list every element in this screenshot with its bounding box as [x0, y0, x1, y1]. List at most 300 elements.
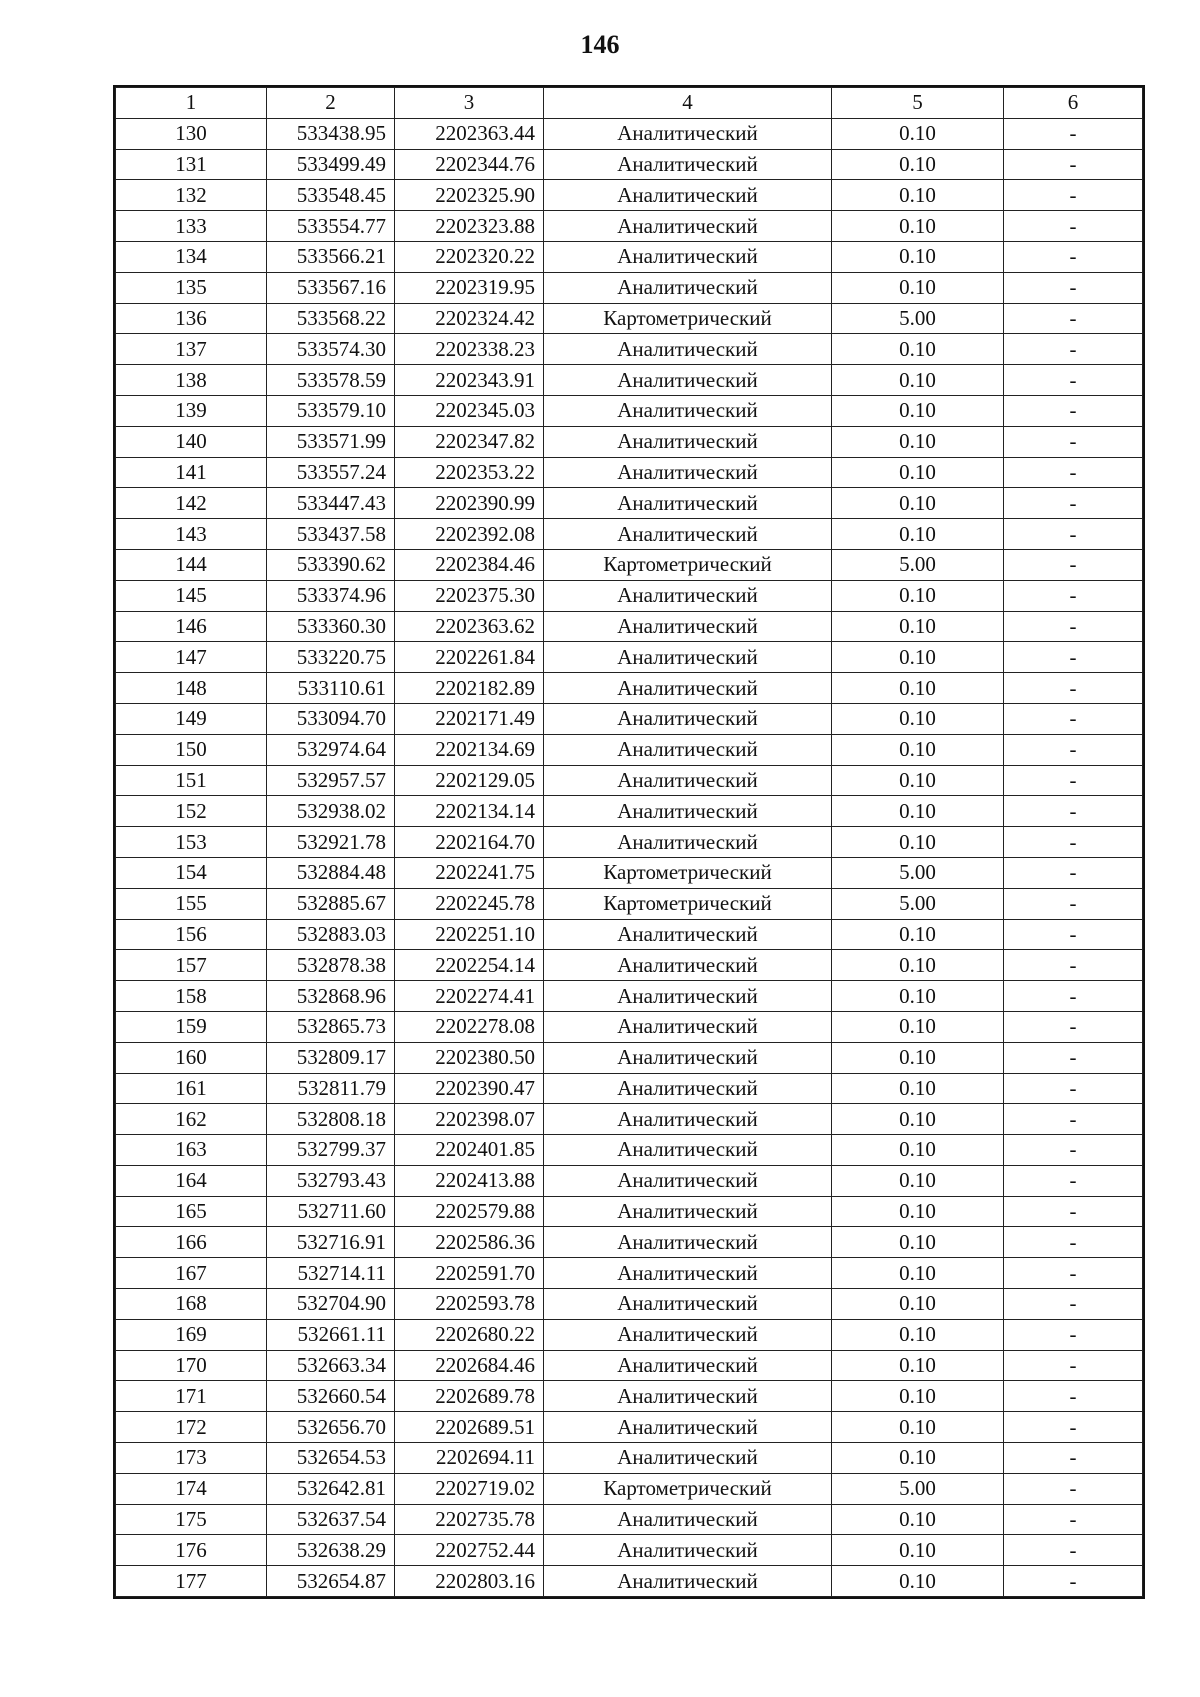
method-cell: Аналитический: [544, 673, 832, 704]
column-header: 5: [832, 88, 1004, 119]
x-coordinate-cell: 532974.64: [267, 734, 395, 765]
table-row: [116, 488, 1143, 519]
accuracy-cell: 0.10: [832, 1196, 1004, 1227]
point-number-cell: 170: [116, 1350, 267, 1381]
method-cell: Аналитический: [544, 950, 832, 981]
y-coordinate-cell: 2202413.88: [395, 1165, 544, 1196]
note-cell: -: [1004, 303, 1143, 334]
method-cell: Аналитический: [544, 919, 832, 950]
point-number-cell: 159: [116, 1011, 267, 1042]
y-coordinate-cell: 2202251.10: [395, 919, 544, 950]
accuracy-cell: 0.10: [832, 180, 1004, 211]
method-cell: Аналитический: [544, 611, 832, 642]
table-row: [116, 673, 1143, 704]
table-row: [116, 981, 1143, 1012]
method-cell: Аналитический: [544, 1504, 832, 1535]
x-coordinate-cell: 532661.11: [267, 1319, 395, 1350]
point-number-cell: 138: [116, 365, 267, 396]
point-number-cell: 143: [116, 519, 267, 550]
method-cell: Аналитический: [544, 1535, 832, 1566]
point-number-cell: 161: [116, 1073, 267, 1104]
point-number-cell: 174: [116, 1473, 267, 1504]
accuracy-cell: 0.10: [832, 1443, 1004, 1474]
x-coordinate-cell: 532808.18: [267, 1104, 395, 1135]
method-cell: Аналитический: [544, 1165, 832, 1196]
accuracy-cell: 5.00: [832, 303, 1004, 334]
x-coordinate-cell: 532638.29: [267, 1535, 395, 1566]
y-coordinate-cell: 2202380.50: [395, 1042, 544, 1073]
accuracy-cell: 0.10: [832, 1535, 1004, 1566]
point-number-cell: 137: [116, 334, 267, 365]
table-row: [116, 1412, 1143, 1443]
note-cell: -: [1004, 1566, 1143, 1597]
y-coordinate-cell: 2202593.78: [395, 1289, 544, 1320]
y-coordinate-cell: 2202343.91: [395, 365, 544, 396]
table-row: [116, 1566, 1143, 1597]
point-number-cell: 173: [116, 1443, 267, 1474]
x-coordinate-cell: 532878.38: [267, 950, 395, 981]
method-cell: Аналитический: [544, 118, 832, 149]
point-number-cell: 160: [116, 1042, 267, 1073]
point-number-cell: 131: [116, 149, 267, 180]
point-number-cell: 176: [116, 1535, 267, 1566]
method-cell: Аналитический: [544, 1104, 832, 1135]
method-cell: Аналитический: [544, 519, 832, 550]
accuracy-cell: 0.10: [832, 1412, 1004, 1443]
table-row: [116, 796, 1143, 827]
accuracy-cell: 0.10: [832, 211, 1004, 242]
table-row: [116, 1135, 1143, 1166]
point-number-cell: 136: [116, 303, 267, 334]
x-coordinate-cell: 533571.99: [267, 426, 395, 457]
y-coordinate-cell: 2202171.49: [395, 703, 544, 734]
y-coordinate-cell: 2202689.51: [395, 1412, 544, 1443]
method-cell: Аналитический: [544, 1566, 832, 1597]
accuracy-cell: 0.10: [832, 580, 1004, 611]
y-coordinate-cell: 2202684.46: [395, 1350, 544, 1381]
y-coordinate-cell: 2202345.03: [395, 395, 544, 426]
note-cell: -: [1004, 241, 1143, 272]
x-coordinate-cell: 533437.58: [267, 519, 395, 550]
note-cell: -: [1004, 1165, 1143, 1196]
note-cell: -: [1004, 1196, 1143, 1227]
point-number-cell: 154: [116, 857, 267, 888]
y-coordinate-cell: 2202323.88: [395, 211, 544, 242]
x-coordinate-cell: 533568.22: [267, 303, 395, 334]
y-coordinate-cell: 2202363.62: [395, 611, 544, 642]
x-coordinate-cell: 533554.77: [267, 211, 395, 242]
y-coordinate-cell: 2202129.05: [395, 765, 544, 796]
x-coordinate-cell: 533390.62: [267, 549, 395, 580]
table-row: [116, 118, 1143, 149]
point-number-cell: 142: [116, 488, 267, 519]
method-cell: Аналитический: [544, 734, 832, 765]
table-row: [116, 1350, 1143, 1381]
table-row: [116, 1165, 1143, 1196]
accuracy-cell: 0.10: [832, 1566, 1004, 1597]
accuracy-cell: 0.10: [832, 1350, 1004, 1381]
accuracy-cell: 0.10: [832, 827, 1004, 858]
accuracy-cell: 0.10: [832, 1504, 1004, 1535]
y-coordinate-cell: 2202278.08: [395, 1011, 544, 1042]
accuracy-cell: 0.10: [832, 1042, 1004, 1073]
y-coordinate-cell: 2202401.85: [395, 1135, 544, 1166]
x-coordinate-cell: 532660.54: [267, 1381, 395, 1412]
y-coordinate-cell: 2202274.41: [395, 981, 544, 1012]
note-cell: -: [1004, 1011, 1143, 1042]
point-number-cell: 163: [116, 1135, 267, 1166]
table-row: [116, 827, 1143, 858]
y-coordinate-cell: 2202735.78: [395, 1504, 544, 1535]
note-cell: -: [1004, 488, 1143, 519]
accuracy-cell: 0.10: [832, 1135, 1004, 1166]
x-coordinate-cell: 533447.43: [267, 488, 395, 519]
table-row: [116, 1258, 1143, 1289]
accuracy-cell: 0.10: [832, 1011, 1004, 1042]
x-coordinate-cell: 533566.21: [267, 241, 395, 272]
note-cell: -: [1004, 1535, 1143, 1566]
table-row: [116, 1443, 1143, 1474]
method-cell: Аналитический: [544, 765, 832, 796]
table-row: [116, 395, 1143, 426]
point-number-cell: 148: [116, 673, 267, 704]
table-header: [116, 88, 1143, 119]
method-cell: Аналитический: [544, 211, 832, 242]
accuracy-cell: 0.10: [832, 765, 1004, 796]
table-row: [116, 241, 1143, 272]
note-cell: -: [1004, 1258, 1143, 1289]
x-coordinate-cell: 533579.10: [267, 395, 395, 426]
table-row: [116, 1227, 1143, 1258]
method-cell: Аналитический: [544, 365, 832, 396]
y-coordinate-cell: 2202375.30: [395, 580, 544, 611]
x-coordinate-cell: 533578.59: [267, 365, 395, 396]
accuracy-cell: 5.00: [832, 1473, 1004, 1504]
y-coordinate-cell: 2202347.82: [395, 426, 544, 457]
accuracy-cell: 0.10: [832, 1319, 1004, 1350]
point-number-cell: 165: [116, 1196, 267, 1227]
point-number-cell: 130: [116, 118, 267, 149]
method-cell: Аналитический: [544, 241, 832, 272]
accuracy-cell: 5.00: [832, 549, 1004, 580]
note-cell: -: [1004, 765, 1143, 796]
table-row: [116, 149, 1143, 180]
table-body: [116, 118, 1143, 1596]
table-row: [116, 1196, 1143, 1227]
table-row: [116, 1042, 1143, 1073]
note-cell: -: [1004, 1135, 1143, 1166]
x-coordinate-cell: 533438.95: [267, 118, 395, 149]
y-coordinate-cell: 2202719.02: [395, 1473, 544, 1504]
point-number-cell: 140: [116, 426, 267, 457]
table-row: [116, 1535, 1143, 1566]
x-coordinate-cell: 532957.57: [267, 765, 395, 796]
y-coordinate-cell: 2202134.69: [395, 734, 544, 765]
accuracy-cell: 0.10: [832, 488, 1004, 519]
method-cell: Картометрический: [544, 549, 832, 580]
accuracy-cell: 0.10: [832, 241, 1004, 272]
x-coordinate-cell: 532938.02: [267, 796, 395, 827]
x-coordinate-cell: 533567.16: [267, 272, 395, 303]
note-cell: -: [1004, 365, 1143, 396]
y-coordinate-cell: 2202384.46: [395, 549, 544, 580]
table-row: [116, 1011, 1143, 1042]
table-row: [116, 272, 1143, 303]
method-cell: Аналитический: [544, 395, 832, 426]
note-cell: -: [1004, 426, 1143, 457]
accuracy-cell: 0.10: [832, 1381, 1004, 1412]
method-cell: Аналитический: [544, 488, 832, 519]
method-cell: Картометрический: [544, 888, 832, 919]
accuracy-cell: 0.10: [832, 1165, 1004, 1196]
y-coordinate-cell: 2202261.84: [395, 642, 544, 673]
point-number-cell: 155: [116, 888, 267, 919]
x-coordinate-cell: 532793.43: [267, 1165, 395, 1196]
point-number-cell: 162: [116, 1104, 267, 1135]
x-coordinate-cell: 532714.11: [267, 1258, 395, 1289]
y-coordinate-cell: 2202689.78: [395, 1381, 544, 1412]
y-coordinate-cell: 2202338.23: [395, 334, 544, 365]
method-cell: Аналитический: [544, 1073, 832, 1104]
table-row: [116, 703, 1143, 734]
y-coordinate-cell: 2202390.47: [395, 1073, 544, 1104]
method-cell: Аналитический: [544, 1196, 832, 1227]
table-row: [116, 334, 1143, 365]
y-coordinate-cell: 2202134.14: [395, 796, 544, 827]
y-coordinate-cell: 2202324.42: [395, 303, 544, 334]
accuracy-cell: 0.10: [832, 950, 1004, 981]
method-cell: Аналитический: [544, 827, 832, 858]
note-cell: -: [1004, 1381, 1143, 1412]
accuracy-cell: 0.10: [832, 519, 1004, 550]
note-cell: -: [1004, 180, 1143, 211]
accuracy-cell: 0.10: [832, 118, 1004, 149]
table-row: [116, 950, 1143, 981]
point-number-cell: 168: [116, 1289, 267, 1320]
method-cell: Аналитический: [544, 796, 832, 827]
table-row: [116, 1473, 1143, 1504]
table-row: [116, 549, 1143, 580]
column-header: 6: [1004, 88, 1143, 119]
accuracy-cell: 0.10: [832, 981, 1004, 1012]
table-row: [116, 365, 1143, 396]
table-row: [116, 1381, 1143, 1412]
method-cell: Аналитический: [544, 642, 832, 673]
accuracy-cell: 0.10: [832, 734, 1004, 765]
y-coordinate-cell: 2202320.22: [395, 241, 544, 272]
accuracy-cell: 0.10: [832, 149, 1004, 180]
accuracy-cell: 0.10: [832, 1289, 1004, 1320]
x-coordinate-cell: 532809.17: [267, 1042, 395, 1073]
accuracy-cell: 0.10: [832, 395, 1004, 426]
x-coordinate-cell: 532811.79: [267, 1073, 395, 1104]
note-cell: -: [1004, 1073, 1143, 1104]
x-coordinate-cell: 532704.90: [267, 1289, 395, 1320]
table-row: [116, 180, 1143, 211]
x-coordinate-cell: 532868.96: [267, 981, 395, 1012]
y-coordinate-cell: 2202579.88: [395, 1196, 544, 1227]
column-header: 2: [267, 88, 395, 119]
accuracy-cell: 0.10: [832, 642, 1004, 673]
column-header: 1: [116, 88, 267, 119]
point-number-cell: 150: [116, 734, 267, 765]
table-row: [116, 519, 1143, 550]
table-row: [116, 857, 1143, 888]
x-coordinate-cell: 533548.45: [267, 180, 395, 211]
note-cell: -: [1004, 1227, 1143, 1258]
accuracy-cell: 0.10: [832, 426, 1004, 457]
y-coordinate-cell: 2202363.44: [395, 118, 544, 149]
point-number-cell: 134: [116, 241, 267, 272]
accuracy-cell: 0.10: [832, 1104, 1004, 1135]
method-cell: Аналитический: [544, 272, 832, 303]
column-header: 4: [544, 88, 832, 119]
method-cell: Аналитический: [544, 1227, 832, 1258]
point-number-cell: 152: [116, 796, 267, 827]
table-row: [116, 1073, 1143, 1104]
note-cell: -: [1004, 580, 1143, 611]
method-cell: Аналитический: [544, 1289, 832, 1320]
method-cell: Аналитический: [544, 149, 832, 180]
note-cell: -: [1004, 827, 1143, 858]
y-coordinate-cell: 2202694.11: [395, 1443, 544, 1474]
method-cell: Аналитический: [544, 1443, 832, 1474]
table-row: [116, 1319, 1143, 1350]
accuracy-cell: 5.00: [832, 888, 1004, 919]
method-cell: Аналитический: [544, 703, 832, 734]
note-cell: -: [1004, 1412, 1143, 1443]
table-row: [116, 457, 1143, 488]
table-row: [116, 642, 1143, 673]
table-row: [116, 919, 1143, 950]
y-coordinate-cell: 2202586.36: [395, 1227, 544, 1258]
point-number-cell: 172: [116, 1412, 267, 1443]
table-row: [116, 1504, 1143, 1535]
header-row: [116, 88, 1143, 119]
page-number: 146: [580, 30, 620, 59]
method-cell: Аналитический: [544, 1042, 832, 1073]
x-coordinate-cell: 533574.30: [267, 334, 395, 365]
note-cell: -: [1004, 457, 1143, 488]
y-coordinate-cell: 2202254.14: [395, 950, 544, 981]
x-coordinate-cell: 532885.67: [267, 888, 395, 919]
method-cell: Аналитический: [544, 1258, 832, 1289]
point-number-cell: 139: [116, 395, 267, 426]
table-row: [116, 580, 1143, 611]
y-coordinate-cell: 2202164.70: [395, 827, 544, 858]
y-coordinate-cell: 2202182.89: [395, 673, 544, 704]
x-coordinate-cell: 533094.70: [267, 703, 395, 734]
accuracy-cell: 0.10: [832, 673, 1004, 704]
y-coordinate-cell: 2202752.44: [395, 1535, 544, 1566]
method-cell: Картометрический: [544, 1473, 832, 1504]
note-cell: -: [1004, 549, 1143, 580]
note-cell: -: [1004, 272, 1143, 303]
note-cell: -: [1004, 981, 1143, 1012]
x-coordinate-cell: 533110.61: [267, 673, 395, 704]
point-number-cell: 147: [116, 642, 267, 673]
point-number-cell: 144: [116, 549, 267, 580]
note-cell: -: [1004, 1443, 1143, 1474]
note-cell: -: [1004, 334, 1143, 365]
note-cell: -: [1004, 118, 1143, 149]
method-cell: Аналитический: [544, 1381, 832, 1412]
method-cell: Картометрический: [544, 303, 832, 334]
table-row: [116, 303, 1143, 334]
y-coordinate-cell: 2202680.22: [395, 1319, 544, 1350]
table-row: [116, 765, 1143, 796]
point-number-cell: 157: [116, 950, 267, 981]
x-coordinate-cell: 532654.53: [267, 1443, 395, 1474]
method-cell: Аналитический: [544, 180, 832, 211]
accuracy-cell: 0.10: [832, 796, 1004, 827]
note-cell: -: [1004, 1042, 1143, 1073]
x-coordinate-cell: 532642.81: [267, 1473, 395, 1504]
method-cell: Аналитический: [544, 457, 832, 488]
y-coordinate-cell: 2202398.07: [395, 1104, 544, 1135]
point-number-cell: 141: [116, 457, 267, 488]
note-cell: -: [1004, 519, 1143, 550]
note-cell: -: [1004, 395, 1143, 426]
y-coordinate-cell: 2202325.90: [395, 180, 544, 211]
x-coordinate-cell: 532637.54: [267, 1504, 395, 1535]
x-coordinate-cell: 532799.37: [267, 1135, 395, 1166]
method-cell: Аналитический: [544, 426, 832, 457]
x-coordinate-cell: 533220.75: [267, 642, 395, 673]
y-coordinate-cell: 2202353.22: [395, 457, 544, 488]
accuracy-cell: 0.10: [832, 334, 1004, 365]
note-cell: -: [1004, 1473, 1143, 1504]
point-number-cell: 158: [116, 981, 267, 1012]
point-number-cell: 146: [116, 611, 267, 642]
note-cell: -: [1004, 919, 1143, 950]
note-cell: -: [1004, 1104, 1143, 1135]
point-number-cell: 164: [116, 1165, 267, 1196]
method-cell: Аналитический: [544, 981, 832, 1012]
method-cell: Аналитический: [544, 334, 832, 365]
note-cell: -: [1004, 211, 1143, 242]
point-number-cell: 177: [116, 1566, 267, 1597]
x-coordinate-cell: 532656.70: [267, 1412, 395, 1443]
point-number-cell: 149: [116, 703, 267, 734]
x-coordinate-cell: 533360.30: [267, 611, 395, 642]
note-cell: -: [1004, 642, 1143, 673]
x-coordinate-cell: 532654.87: [267, 1566, 395, 1597]
coordinates-table: [115, 87, 1143, 1597]
y-coordinate-cell: 2202241.75: [395, 857, 544, 888]
point-number-cell: 145: [116, 580, 267, 611]
accuracy-cell: 0.10: [832, 365, 1004, 396]
point-number-cell: 151: [116, 765, 267, 796]
note-cell: -: [1004, 950, 1143, 981]
note-cell: -: [1004, 149, 1143, 180]
note-cell: -: [1004, 703, 1143, 734]
method-cell: Аналитический: [544, 1412, 832, 1443]
x-coordinate-cell: 532711.60: [267, 1196, 395, 1227]
accuracy-cell: 0.10: [832, 272, 1004, 303]
point-number-cell: 166: [116, 1227, 267, 1258]
note-cell: -: [1004, 857, 1143, 888]
accuracy-cell: 5.00: [832, 857, 1004, 888]
accuracy-cell: 0.10: [832, 457, 1004, 488]
x-coordinate-cell: 533374.96: [267, 580, 395, 611]
point-number-cell: 135: [116, 272, 267, 303]
method-cell: Аналитический: [544, 1011, 832, 1042]
accuracy-cell: 0.10: [832, 703, 1004, 734]
table-row: [116, 734, 1143, 765]
column-header: 3: [395, 88, 544, 119]
accuracy-cell: 0.10: [832, 1227, 1004, 1258]
